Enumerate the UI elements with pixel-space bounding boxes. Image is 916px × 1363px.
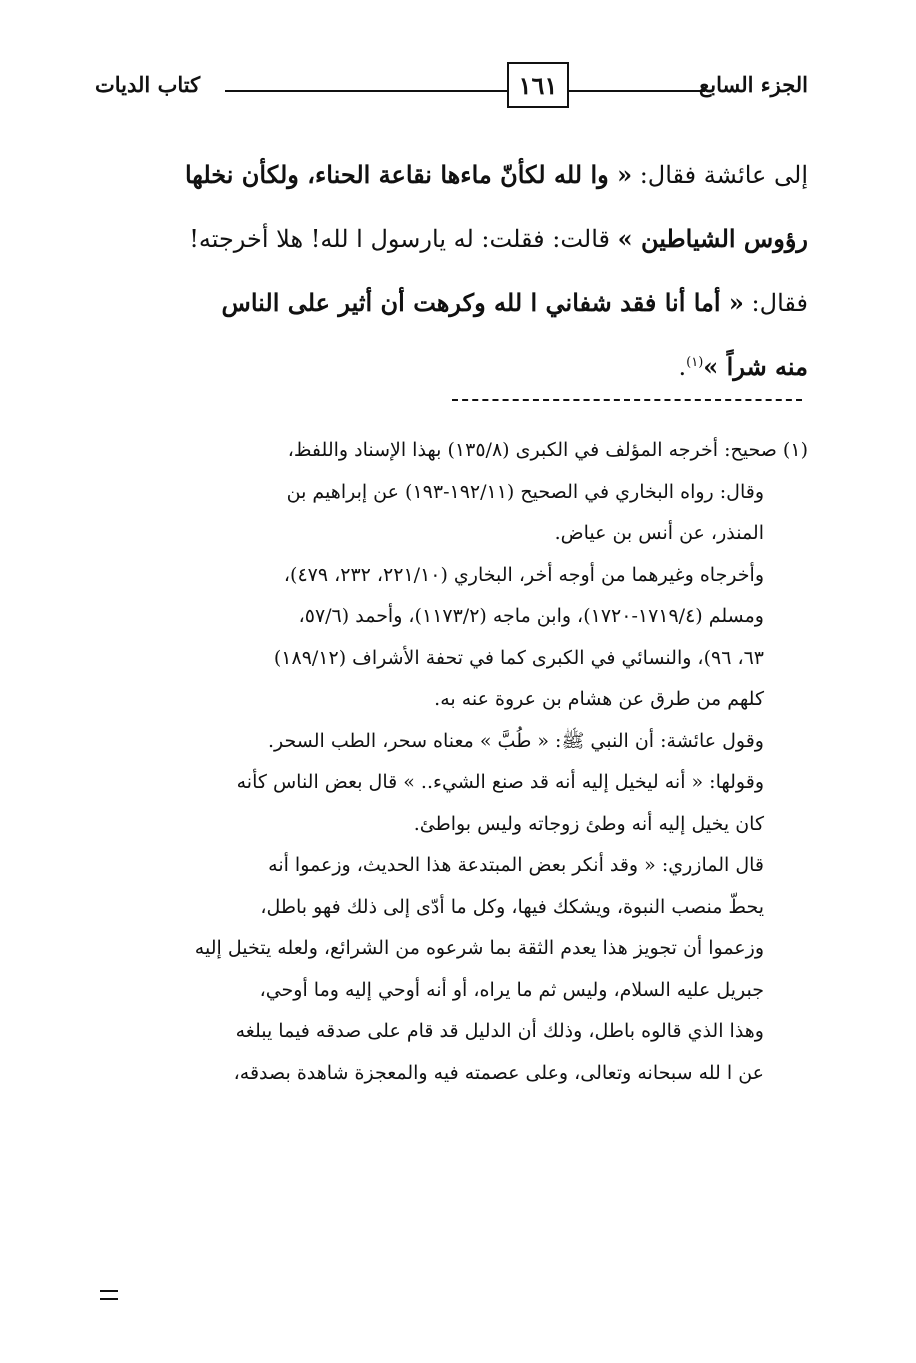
main-line	[98, 335, 808, 399]
hadith-quote: « أما أنا فقد شفاني ا لله وكرهت أن أثير على الناس	[221, 288, 744, 317]
page-number: ١٦١	[507, 62, 569, 108]
main-line	[98, 271, 808, 335]
hadith-quote: « وا لله لكأنّ ماءها نقاعة الحناء، ولكأن نخلها	[184, 160, 633, 189]
footnote-line: عن ا لله سبحانه وتعالى، وعلى عصمته فيه والمعجزة شاهدة بصدقه،	[233, 1061, 764, 1084]
footnote-line: وقول عائشة: أن النبي ﷺ: « طُبَّ » معناه سحر، الطب السحر.	[268, 729, 764, 752]
book-title: كتاب الديات	[95, 72, 201, 97]
footnote-separator	[452, 399, 802, 401]
footnote-line: قال المازري: « وقد أنكر بعض المبتدعة هذا الحديث، وزعموا أنه	[268, 854, 764, 876]
footnote-line: ومسلم (١٧١٩/٤-١٧٢٠)، وابن ماجه (١١٧٣/٢)، وأحمد (٥٧/٦،	[298, 605, 764, 627]
footnote-line: كان يخيل إليه أنه وطئ زوجاته وليس بواطئ.	[413, 812, 764, 835]
main-line	[98, 207, 808, 271]
volume-label: الجزء السابع	[699, 72, 808, 97]
header-rule-right	[569, 90, 705, 92]
footnote-line: وقال: رواه البخاري في الصحيح (١٩٢/١١-١٩٣) عن إبراهيم بن	[286, 480, 764, 503]
footnote-line: وأخرجاه وغيرهما من أوجه أخر، البخاري (٢٢١/١٠، ٢٣٢، ٤٧٩)،	[283, 563, 764, 586]
footnote-reference[interactable]: (١)	[686, 355, 704, 370]
footnotes	[98, 430, 808, 1094]
footnote-line: ٦٣، ٩٦)، والنسائي في الكبرى كما في تحفة الأشراف (١٨٩/١٢)	[273, 646, 764, 669]
hadith-quote: منه شراً »	[703, 352, 808, 381]
footnote-line: يحطّ منصب النبوة، ويشكك فيها، وكل ما أدّى إلى ذلك فهو باطل،	[260, 895, 764, 918]
footnote-line: (١) صحيح: أخرجه المؤلف في الكبرى (١٣٥/٨) بهذا الإسناد واللفظ،	[287, 439, 808, 461]
footnote-line: وزعموا أن تجويز هذا يعدم الثقة بما شرعوه من الشرائع، ولعله يتخيل إليه	[194, 937, 764, 959]
footnote-line: المنذر، عن أنس بن عياض.	[554, 522, 764, 544]
main-line	[98, 143, 808, 207]
footnote-line: جبريل عليه السلام، وليس ثم ما يراه، أو أنه أوحي إليه وما أوحي،	[259, 978, 764, 1001]
hadith-quote: رؤوس الشياطين »	[617, 224, 808, 253]
main-text	[98, 143, 808, 399]
main-line-plain: إلى عائشة فقال:	[632, 161, 808, 189]
main-line-plain: قالت: فقلت: له يارسول ا لله! هلا أخرجته!	[189, 225, 618, 253]
header-rule-left	[225, 90, 507, 92]
continuation-mark	[100, 1290, 118, 1300]
main-line-plain: فقال:	[743, 289, 808, 317]
main-line-plain: .	[678, 353, 687, 381]
footnote-line: كلهم من طرق عن هشام بن عروة عنه به.	[434, 688, 764, 710]
footnote-line: وهذا الذي قالوه باطل، وذلك أن الدليل قد قام على صدقه فيما يبلغه	[235, 1020, 764, 1042]
footnote-line: وقولها: « أنه ليخيل إليه أنه قد صنع الشيء.. » قال بعض الناس كأنه	[236, 771, 764, 793]
running-header	[95, 62, 808, 122]
